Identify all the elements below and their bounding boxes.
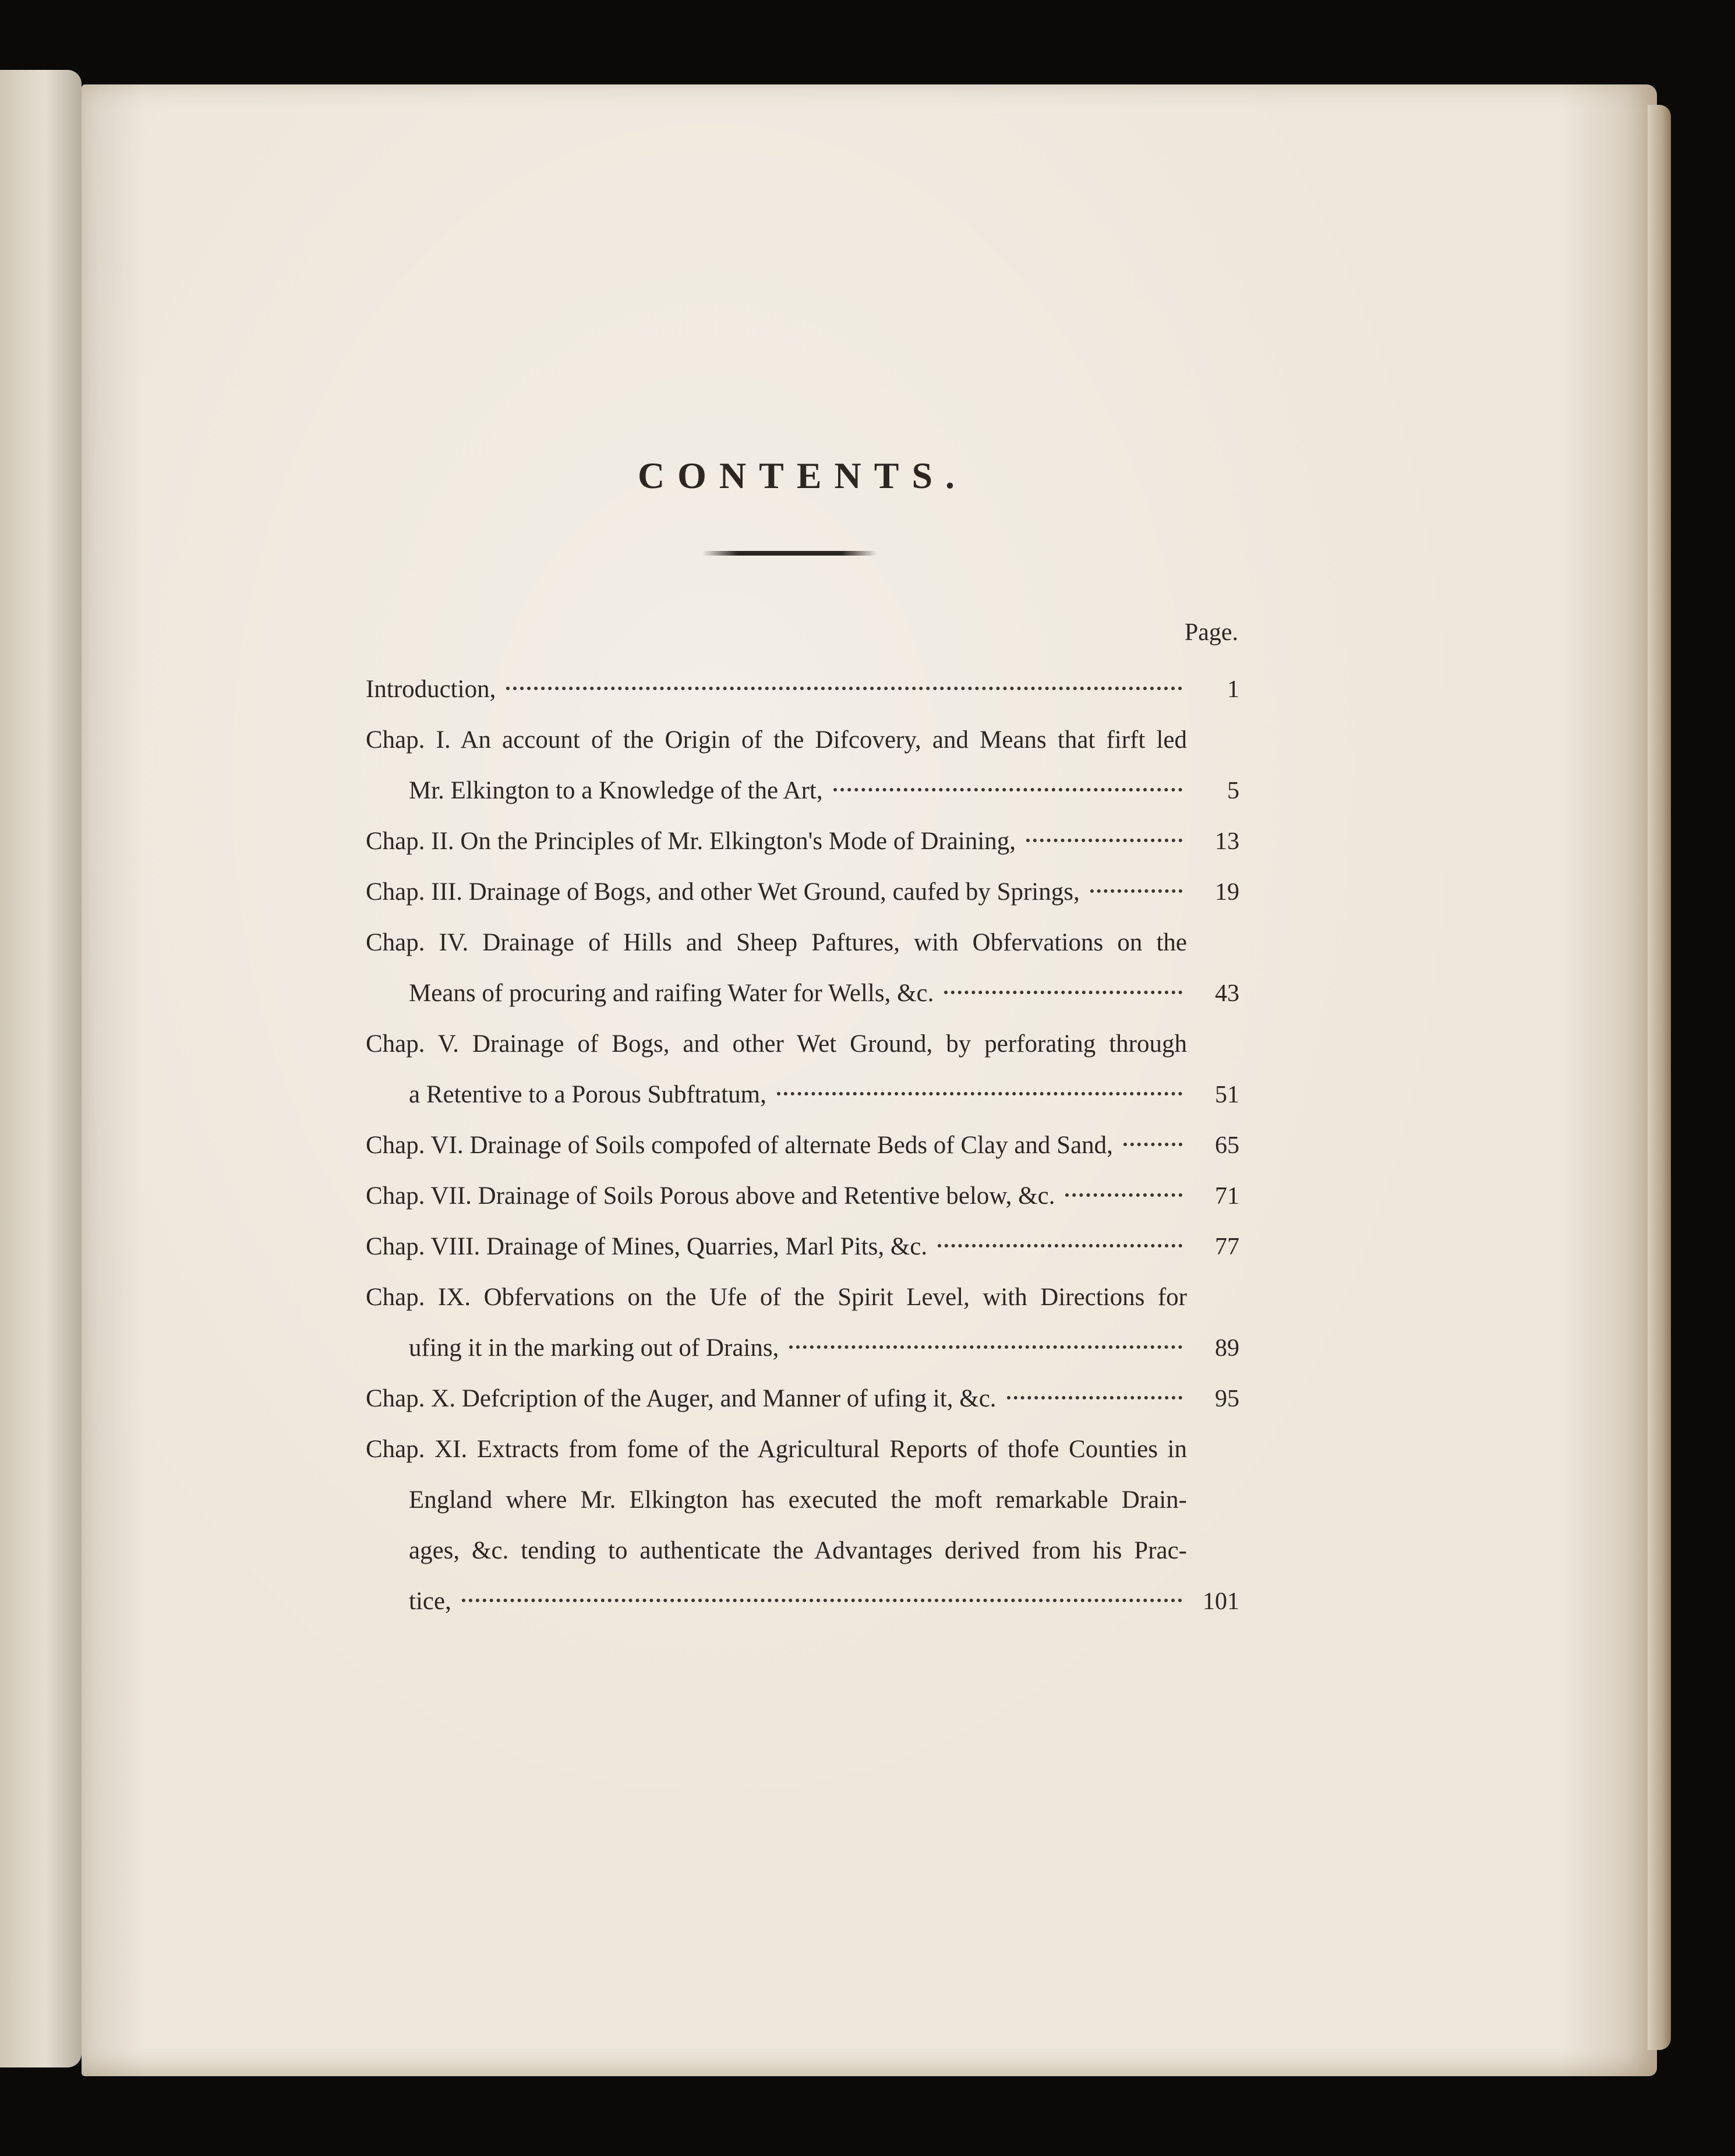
toc-line <box>366 1576 1239 1627</box>
toc-line <box>366 1525 1187 1576</box>
dot-leader <box>833 788 1182 791</box>
toc-line <box>366 917 1187 968</box>
toc-page-number: 71 <box>1215 1183 1239 1210</box>
toc-page-number: 65 <box>1215 1132 1239 1159</box>
title-rule <box>702 551 877 556</box>
toc-page-number: 101 <box>1203 1588 1239 1615</box>
toc-entry-text: Chap. I. An account of the Origin of the Difcovery, and Means that firft led <box>366 726 1187 754</box>
toc-entry-text: Chap. III. Drainage of Bogs, and other Wet Ground, caufed by Springs, <box>366 878 1080 906</box>
dot-leader <box>777 1092 1182 1095</box>
toc-page-number: 43 <box>1215 980 1239 1007</box>
toc-page-number: 13 <box>1215 828 1239 855</box>
dot-leader <box>1026 839 1182 842</box>
toc-line <box>366 1120 1239 1171</box>
toc-line <box>366 1019 1187 1069</box>
dot-leader <box>1065 1193 1182 1197</box>
toc-entry-text: Chap. VI. Drainage of Soils compofed of alternate Beds of Clay and Sand, <box>366 1132 1113 1159</box>
toc-line <box>366 1373 1239 1424</box>
toc-entry-text: a Retentive to a Porous Subftratum, <box>409 1081 766 1108</box>
toc-line <box>366 765 1239 816</box>
toc-entry-text: ufing it in the marking out of Drains, <box>409 1334 779 1362</box>
toc-entry-text: Chap. VIII. Drainage of Mines, Quarries, Marl Pits, &c. <box>366 1233 928 1260</box>
toc-entry-text: ages, &c. tending to authenticate the Advantages derived from his Prac- <box>409 1537 1187 1564</box>
toc-line <box>366 1069 1239 1120</box>
toc-page-number: 19 <box>1215 879 1239 906</box>
toc-entry-text: Chap. X. Defcription of the Auger, and Manner of ufing it, &c. <box>366 1385 997 1412</box>
dot-leader <box>506 687 1182 690</box>
toc-entry-text: Chap. VII. Drainage of Soils Porous above and Retentive below, &c. <box>366 1182 1055 1210</box>
toc-entry-text: Mr. Elkington to a Knowledge of the Art, <box>409 777 823 804</box>
toc-entry-text: Chap. IV. Drainage of Hills and Sheep Paftures, with Obfervations on the <box>366 929 1187 956</box>
left-page-edge <box>0 70 82 2067</box>
toc-entry-text: Introduction, <box>366 676 496 703</box>
toc-line <box>366 1323 1239 1373</box>
toc-line <box>366 664 1239 715</box>
toc-line <box>366 715 1187 765</box>
dot-leader <box>1123 1143 1182 1146</box>
dot-leader <box>1007 1396 1182 1399</box>
toc-line <box>366 968 1239 1019</box>
toc-page-number: 51 <box>1215 1081 1239 1108</box>
toc-line <box>366 816 1239 867</box>
dot-leader <box>1090 889 1182 893</box>
toc-page-number: 89 <box>1215 1335 1239 1362</box>
toc-page-number: 95 <box>1215 1386 1239 1412</box>
dot-leader <box>462 1599 1182 1602</box>
page-column-heading: Page. <box>1184 619 1238 646</box>
toc-entry-text: Chap. V. Drainage of Bogs, and other Wet Ground, by perforating through <box>366 1030 1187 1058</box>
toc-line <box>366 1272 1187 1323</box>
dot-leader <box>944 991 1182 994</box>
toc-line <box>366 1424 1187 1475</box>
toc-line <box>366 1171 1239 1221</box>
toc-page-number: 77 <box>1215 1233 1239 1260</box>
dot-leader <box>938 1244 1182 1247</box>
dot-leader <box>789 1345 1182 1349</box>
table-of-contents <box>366 664 1239 1627</box>
toc-line <box>366 1221 1239 1272</box>
toc-entry-text: Chap. II. On the Principles of Mr. Elkington's Mode of Draining, <box>366 828 1016 855</box>
toc-line <box>366 867 1239 917</box>
contents-block <box>366 454 1239 1627</box>
toc-page-number: 1 <box>1227 676 1239 703</box>
contents-title: CONTENTS. <box>637 455 968 496</box>
toc-entry-text: Means of procuring and raifing Water for Wells, &c. <box>409 980 934 1007</box>
toc-entry-text: England where Mr. Elkington has executed the moft remarkable Drain- <box>409 1486 1187 1514</box>
toc-entry-text: tice, <box>409 1588 451 1615</box>
page-fore-edge <box>1648 105 1671 2050</box>
toc-entry-text: Chap. IX. Obfervations on the Ufe of the Spirit Level, with Directions for <box>366 1284 1187 1311</box>
toc-entry-text: Chap. XI. Extracts from fome of the Agricultural Reports of thofe Counties in <box>366 1436 1187 1463</box>
toc-line <box>366 1475 1187 1525</box>
toc-page-number: 5 <box>1227 777 1239 804</box>
